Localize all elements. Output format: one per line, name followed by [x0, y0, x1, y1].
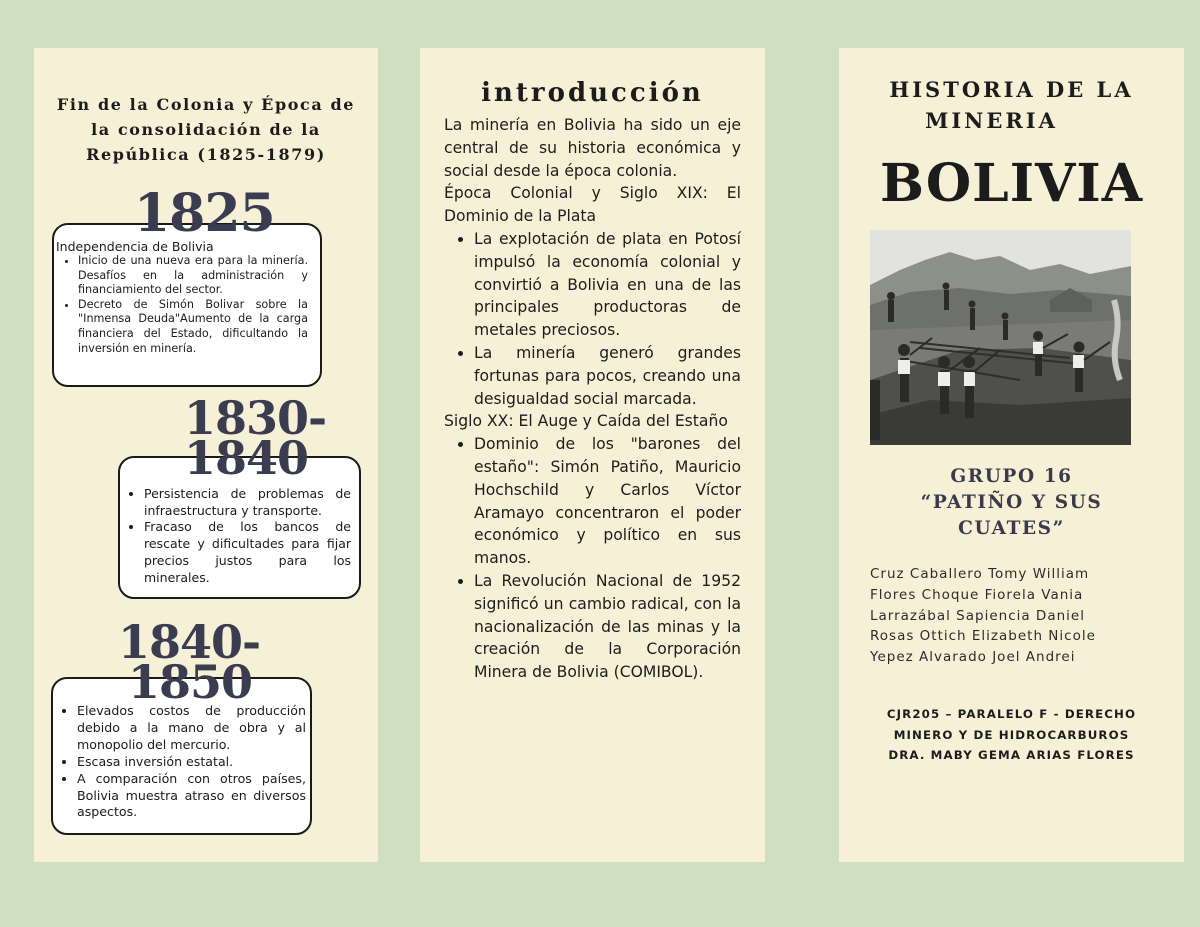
introduction-title: introducción — [481, 78, 704, 108]
list-item: Rosas Ottich Elizabeth Nicole — [870, 628, 1096, 645]
list-item: Yepez Alvarado Joel Andrei — [870, 649, 1076, 666]
section-heading: Época Colonial y Siglo XIX: El Dominio de la Plata — [444, 184, 741, 226]
panel-cover — [839, 48, 1184, 862]
panel-timeline — [34, 48, 378, 862]
intro-paragraph: La minería en Bolivia ha sido un eje central de su historia económica y social desde la época colonia. — [444, 116, 741, 180]
list-item: Cruz Caballero Tomy William — [870, 566, 1090, 582]
year-1840-1850: 1840- 1850 — [118, 615, 261, 709]
list-item: Larrazábal Sapiencia Daniel — [870, 607, 1085, 624]
section-heading: Siglo XX: El Auge y Caída del Estaño — [444, 412, 728, 431]
list-item: • Elevados costos de producción debido a la mano de obra y al monopolio del mercurio. — [77, 703, 306, 754]
group-name: GRUPO 16 “PATIÑO Y SUS CUATES” — [920, 466, 1103, 539]
box-1825 — [52, 223, 322, 387]
cover-title: BOLIVIA — [879, 153, 1144, 214]
list-item: • La minería generó grandes fortunas para pocos, creando una desigualdad social marcada. — [474, 342, 741, 410]
course-info: CJR205 – PARALELO F - DERECHO MINERO Y DE HIDROCARBUROS DRA. MABY GEMA ARIAS FLORES — [886, 707, 1137, 763]
list-item: • Persistencia de problemas de infraestructura y transporte. — [144, 486, 351, 519]
year-1825: 1825 — [134, 183, 275, 244]
list-item: • Fracaso de los bancos de rescate y dificultades para fijar precios justos para los minerales. — [144, 519, 351, 586]
panel-introduction — [420, 48, 765, 862]
box-1825-heading: Independencia de Bolivia — [56, 239, 214, 254]
year-1830-1840: 1830- 1840 — [184, 391, 327, 485]
cover-header: HISTORIA DE LA MINERIA — [889, 77, 1134, 133]
timeline-title: Fin de la Colonia y Época de la consolidación de la República (1825-1879) — [56, 95, 356, 164]
list-item: • A comparación con otros países, Bolivia muestra atraso en diversos aspectos. — [77, 771, 306, 822]
list-item: • Escasa inversión estatal. — [77, 754, 306, 771]
introduction-body — [444, 114, 741, 684]
list-item: Flores Choque Fiorela Vania — [870, 586, 1084, 603]
list-item: • Dominio de los "barones del estaño": Simón Patiño, Mauricio Hochschild y Carlos Víctor Aramayo concentraron el poder económico y político en sus manos. — [474, 433, 741, 570]
list-item: • La Revolución Nacional de 1952 significó un cambio radical, con la nacionalización de las minas y la creación de la Corporación Minera de Bolivia (COMIBOL). — [474, 570, 741, 684]
list-item: • Decreto de Simón Bolivar sobre la "Inmensa Deuda"Aumento de la carga financiera del Estado, dificultando la inversión en minería. — [78, 298, 308, 356]
list-item: • Inicio de una nueva era para la minería. Desafíos en la administración y financiamiento del sector. — [78, 254, 308, 298]
members-list — [870, 564, 1170, 668]
mining-illustration — [870, 230, 1131, 445]
list-item: • La explotación de plata en Potosí impulsó la economía colonial y convirtió a Bolivia en una de las principales productoras de metales preciosos. — [474, 228, 741, 342]
